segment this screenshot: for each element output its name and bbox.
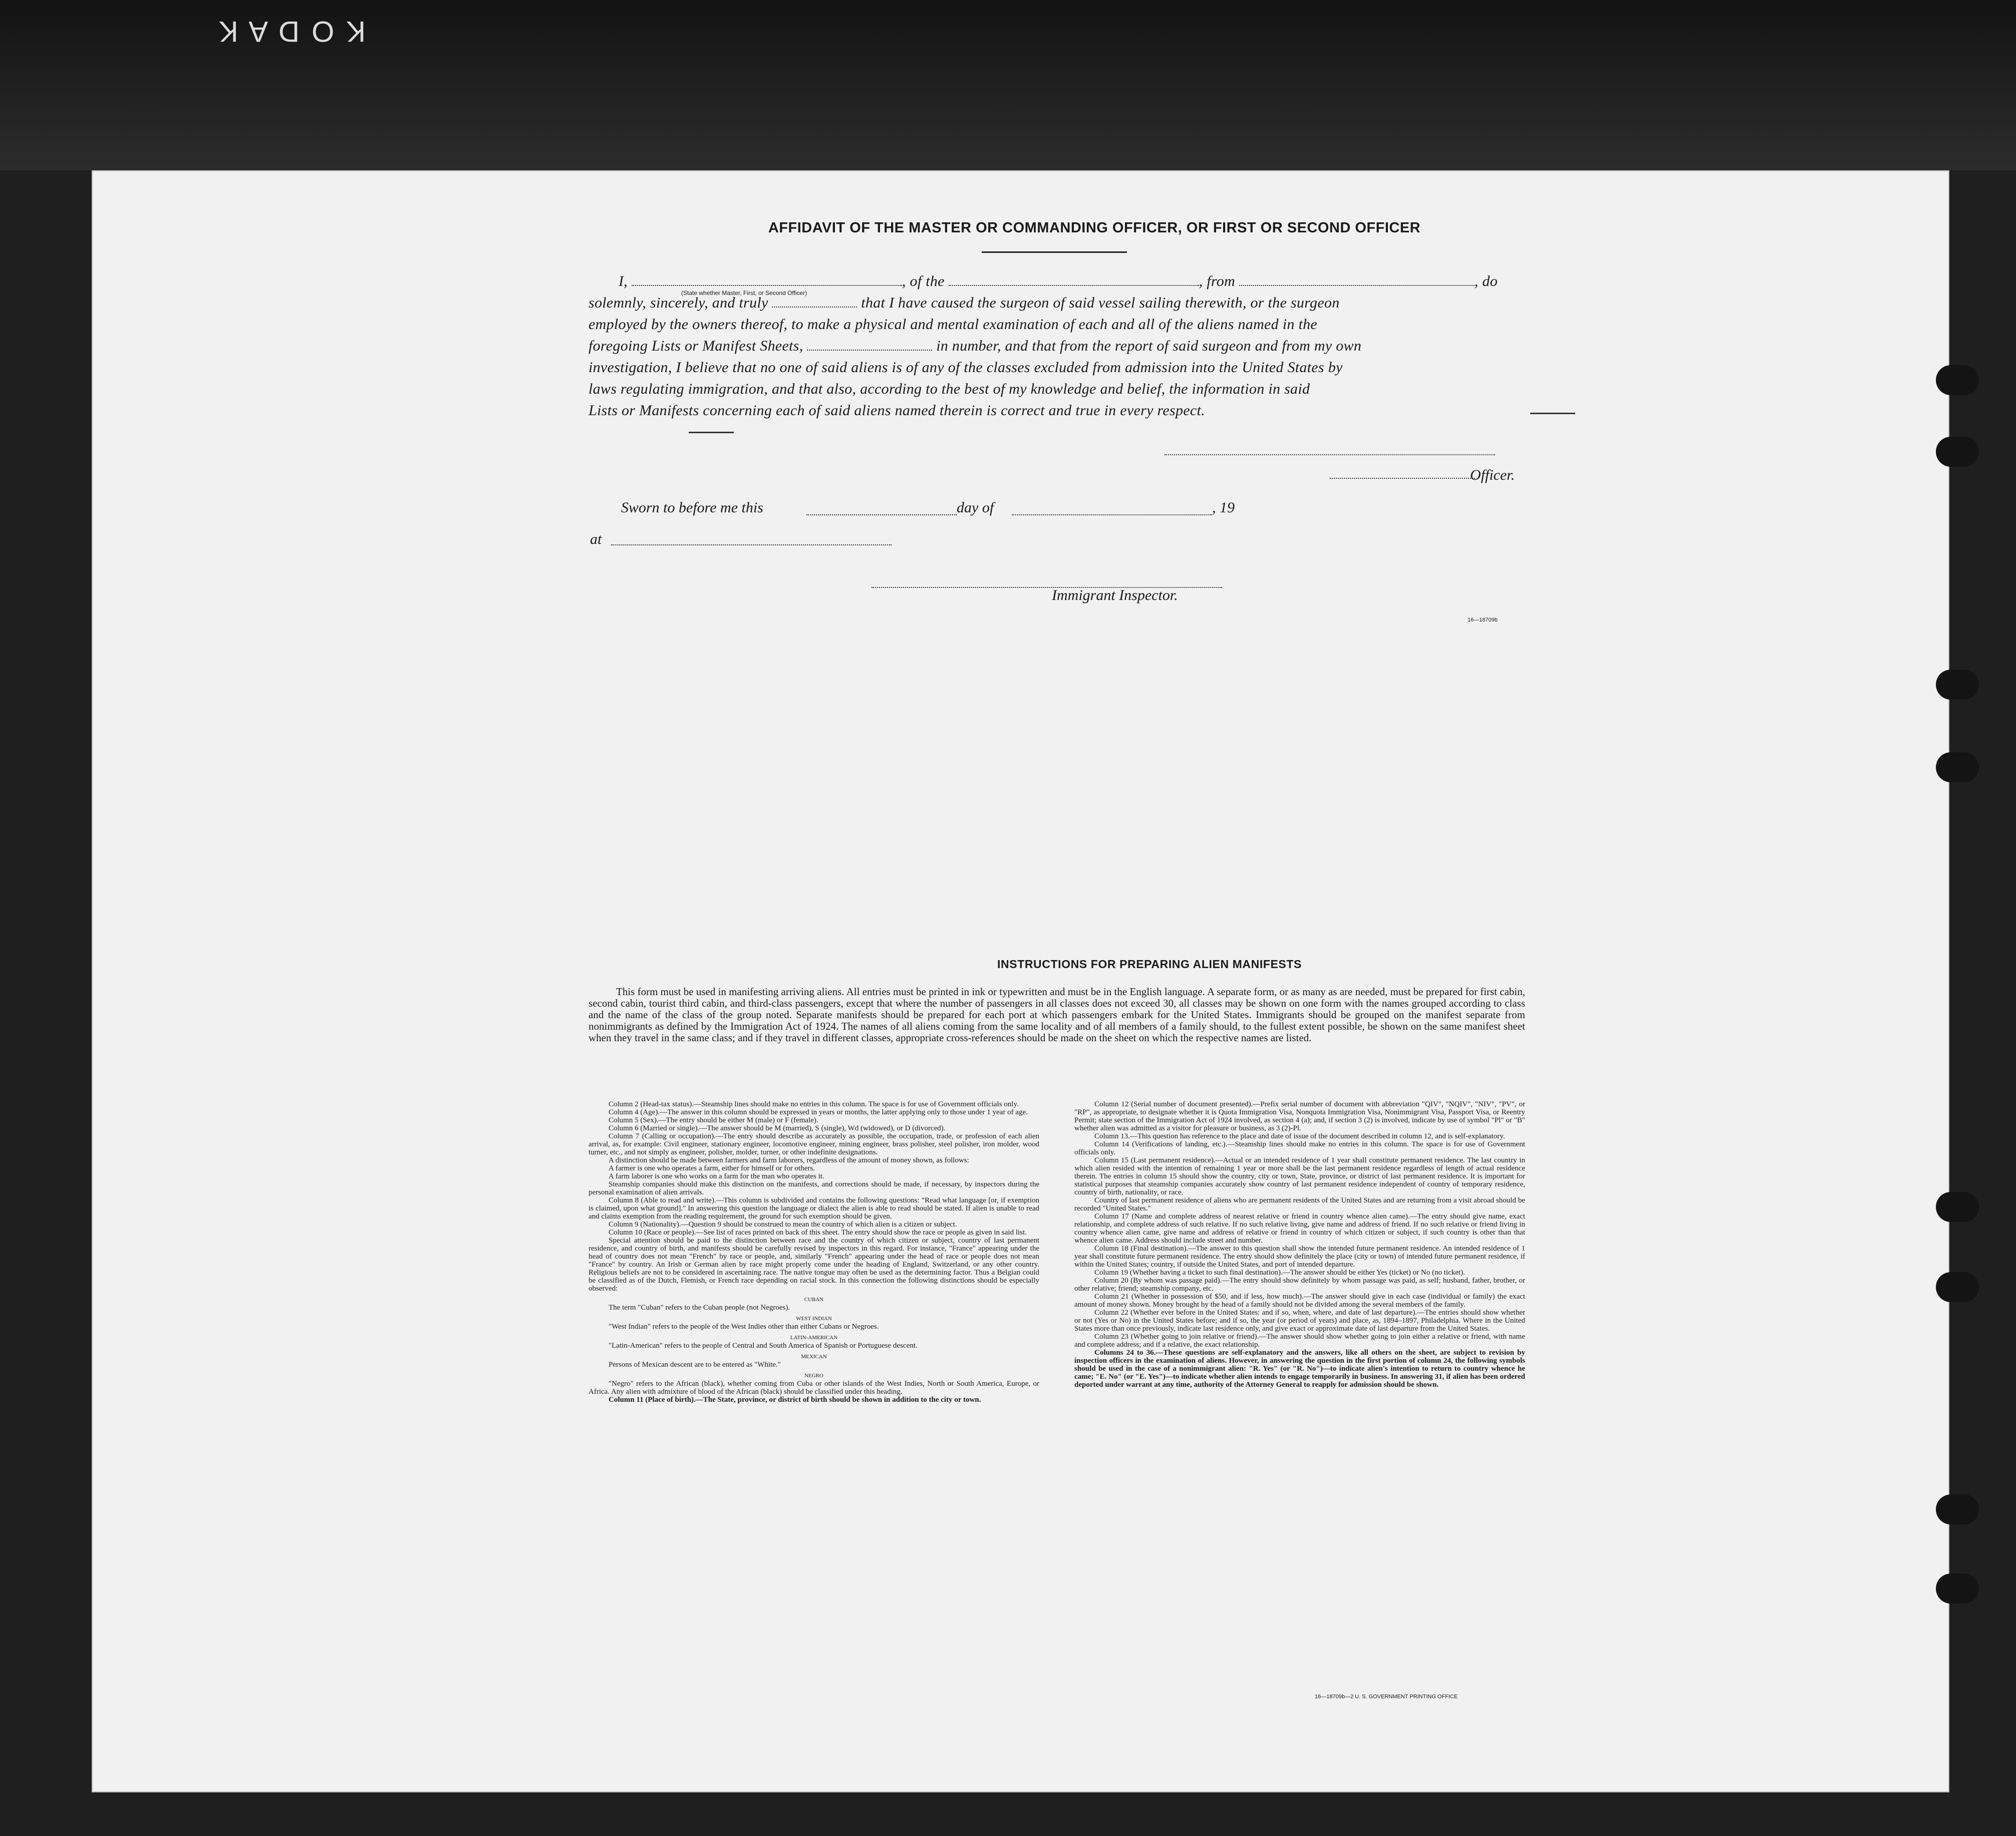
affidavit-word: , of the [902,273,945,289]
punch-hole [1936,1574,1979,1604]
instruction-paragraph: A farmer is one who operates a farm, either for himself or for others. [609,1164,815,1172]
instruction-paragraph: Column 18 (Final destination).—The answer to this question shall show the intended future permanent residence. An intended residence of 1 year shall constitute future permanent residence. The entry should show definitely the place (city or town) of intended future permanent residence, if within the United States; country, if outside the United States, and port of intended departure. [1074,1245,1525,1269]
officer-rank-blank[interactable] [632,275,902,286]
punch-hole [1936,670,1979,700]
race-definition: "Latin-American" refers to the people of Central and South America of Spanish or Portuguese descent. [609,1342,918,1350]
printing-office-footer: 16—18709b—2 U. S. GOVERNMENT PRINTING OFFICE [1315,1694,1458,1700]
affidavit-line: investigation, I believe that no one of said aliens is of any of the classes excluded from admission into the United States by [589,359,1343,376]
instruction-paragraph: Column 14 (Verifications of landing, etc.).—Steamship lines should make no entries in this column. The space is for use of Government officials only. [1074,1140,1525,1156]
affidavit-line: that I have caused the surgeon of said vessel sailing therewith, or the surgeon [861,294,1340,311]
race-definition: "Negro" refers to the African (black), whether coming from Cuba or other islands of the West Indies, North or South America, Europe, or Africa. Any alien with admixture of blood of the African (black) should be classified under this heading. [589,1380,1039,1396]
instruction-paragraph: Column 5 (Sex).—The entry should be either M (male) or F (female). [609,1116,818,1124]
affidavit-word: I, [619,273,628,289]
pen-mark [689,432,734,433]
at-label: at [590,531,602,547]
instruction-paragraph: Column 2 (Head-tax status).—Steamship lines should make no entries in this column. The space is for use of Government officials only. [609,1100,1019,1108]
instruction-paragraph: Column 12 (Serial number of document presented).—Prefix serial number of document with abbreviation "QIV", "NQIV", "NIV", "PV", or "RP", as appropriate, to designate whether it is Quota Immigration Visa, Nonquota Immigration Visa, Nonimmigrant Visa, Passport Visa, or Reentry Permit; state section of the Immigration Act of 1924 involved, as section 4 (a); and, if section 3 (2) is involved, indicate by use of symbol "Pl" or "B" whether alien was admitted as a visitor for pleasure or business, as 3 (2)-Pl. [1074,1100,1525,1132]
race-definition: "West Indian" refers to the people of the West Indies other than either Cubans or Negroes. [609,1323,879,1331]
race-definition: Persons of Mexican descent are to be entered as "White." [609,1361,781,1369]
instruction-paragraph: Column 22 (Whether ever before in the United States: and if so, when, where, and date of last departure).—The entries should show whether or not (Yes or No) in the United States before; and if so, the year (or period of years) and place, as, 1894–1897, Philadelphia. Where in the United States more than once previously, indicate last residence only, and give exact or approximate date of last departure from the United States. [1074,1309,1525,1333]
instruction-paragraph: Special attention should be paid to the distinction between race and the country of which citizen or subject, country of last permanent residence, and country of birth, and manifests should be carefully revised by inspectors in this regard. For instance, "France" appearing under the head of country does not mean "French" by race or people, and, similarly "French" appearing under the head of race or people does not mean "France" by country. An Irish or German alien by race might properly come under the heading of England, Switzerland, or any other country. Religious beliefs are not to be considered in ascertaining race. The native tongue may often be used as the determining factor. Thus a Belgian could be classified as of the Dutch, Flemish, or French race depending on racial stock. In this connection the following distinctions should be especially observed: [589,1237,1039,1293]
instruction-paragraph: Column 10 (Race or people).—See list of races printed on back of this sheet. The entry should show the race or people as given in said list. [609,1229,1027,1237]
instructions-title: INSTRUCTIONS FOR PREPARING ALIEN MANIFESTS [997,958,1302,971]
sworn-year: , 19 [1212,499,1235,516]
instruction-paragraph: Column 23 (Whether going to join relative or friend).—The answer should show whether going to join either a relative or friend, with name and complete address; and if a relative, the exact relationship. [1074,1333,1525,1349]
signature-line[interactable] [1165,454,1495,455]
instruction-paragraph: Column 15 (Last permanent residence).—Actual or an intended residence of 1 year shall constitute permanent residence. The last country in which alien resided with the intention of remaining 1 year or more shall be the last permanent residence regardless of length of actual residence therein. The entries in column 15 should show the country, city or town, State, province, or district of last permanent residence. It is important for statistical purposes that steamship companies accurately show country of last permanent residence independent of country of temporary residence, country of birth, nationality, or race. [1074,1156,1525,1196]
race-heading: WEST INDIAN [796,1316,832,1322]
instruction-paragraph: Column 21 (Whether in possession of $50, and if less, how much).—The answer should give in each case (individual or family) the exact amount of money shown. Money brought by the head of a family should not be divided among the several members of the family. [1074,1293,1525,1309]
instruction-paragraph: Column 7 (Calling or occupation).—The entry should describe as accurately as possible, the occupation, trade, or profession of each alien arrival, as, for example: Civil engineer, stationary engineer, locomotive engineer, mining engineer, brass polisher, steel polisher, iron molder, wood turner, etc., and not simply as engineer, polisher, molder, turner, or other indefinite designations. [589,1132,1039,1156]
pen-mark [1530,413,1575,414]
race-heading: CUBAN [804,1297,824,1303]
instruction-paragraph: Column 17 (Name and complete address of nearest relative or friend in country whence alien came).—The entry should give name, exact relationship, and complete address of such relative. If no such relative living, give name and address of friend. If no such relative or friend living in country whence alien came, give name and address of relative or friend in country of which citizen or subject, if such country is other than that whence alien came. Address should include street and number. [1074,1212,1525,1245]
race-heading: MEXICAN [801,1354,827,1360]
inspector-label: Immigrant Inspector. [1052,587,1178,603]
instructions-left-column [589,1100,1039,1404]
affidavit-line: solemnly, sincerely, and truly [589,294,768,311]
instruction-paragraph: A farm laborer is one who works on a farm for the man who operates it. [609,1172,824,1180]
manifest-count-blank[interactable] [807,340,932,351]
punch-hole [1936,437,1979,467]
affidavit-line: foregoing Lists or Manifest Sheets, [589,338,803,354]
instruction-paragraph: Column 20 (By whom was passage paid).—The entry should show definitely by whom passage was paid, as self; husband, father, brother, or other relative; friend; steamship company, etc. [1074,1277,1525,1293]
port-from-blank[interactable] [1239,275,1475,286]
punch-hole [1936,752,1979,782]
affidavit-line: employed by the owners thereof, to make a physical and mental examination of each and all of the aliens named in the [589,316,1318,333]
form-number: 16—18709b [1468,617,1498,623]
sworn-place-blank[interactable] [611,544,892,545]
instruction-paragraph: A distinction should be made between farmers and farm laborers, regardless of the amount of money shown, as follows: [609,1156,969,1164]
affidavit-line: Lists or Manifests concerning each of said aliens named therein is correct and true in every respect. [589,402,1205,419]
affidavit-word: , do [1474,273,1498,289]
title-rule [982,251,1127,253]
instruction-paragraph: Column 13.—This question has reference to the place and date of issue of the document described in column 12, and is self-explanatory. [1094,1132,1505,1140]
instruction-paragraph: Column 4 (Age).—The answer in this column should be expressed in years or months, the latter applying only to those under 1 year of age. [609,1108,1028,1116]
punch-hole [1936,1494,1979,1524]
punch-hole [1936,1272,1979,1302]
instruction-paragraph: Column 9 (Nationality).—Question 9 should be construed to mean the country of which alien is a citizen or subject. [609,1220,957,1229]
race-definition: The term "Cuban" refers to the Cuban people (not Negroes). [609,1304,790,1312]
affidavit-line: laws regulating immigration, and that also, according to the best of my knowledge and belief, the information in said [589,381,1310,397]
instruction-paragraph: Steamship companies should make this distinction on the manifests, and corrections should be made, if necessary, by inspectors during the personal examination of alien arrivals. [589,1180,1039,1196]
affidavit-word: , from [1199,273,1235,289]
sworn-label: Sworn to before me this [621,499,763,516]
instruction-paragraph: Columns 24 to 36.—These questions are self-explanatory and the answers, like all others on the sheet, are subject to revision by inspection officers in the examination of aliens. However, in answering the question in the first portion of column 24, the following symbols should be used in the case of a nonimmigrant alien: "R. Yes" (or "R. No")—to indicate alien's intention to return to country whence he came; "E. No" (or "E. Yes")—to indicate whether alien intends to engage temporarily in business. In answering 31, if alien has been ordered deported under warrant at any time, authority of the Attorney General to reapply for admission should be shown. [1074,1349,1525,1389]
affidavit-title: AFFIDAVIT OF THE MASTER OR COMMANDING OFFICER, OR FIRST OR SECOND OFFICER [768,220,1421,236]
punch-hole [1936,1192,1979,1222]
sworn-day-of: day of [957,499,994,516]
affidavit-line: in number, and that from the report of said surgeon and from my own [936,338,1362,354]
officer-signature-line[interactable] [1330,478,1475,479]
instruction-paragraph: Country of last permanent residence of aliens who are permanent residents of the United States and are returning from a visit abroad should be recorded "United States." [1074,1196,1525,1212]
instruction-paragraph: Column 6 (Married or single).—The answer should be M (married), S (single), Wd (widowed), or D (divorced). [609,1124,946,1132]
manifest-back-page [93,171,1948,1791]
vessel-name-blank[interactable] [949,275,1199,286]
instruction-paragraph: Column 19 (Whether having a ticket to such final destination).—The answer should be either Yes (ticket) or No (no ticket). [1094,1269,1465,1277]
blank [772,296,857,308]
officer-label: Officer. [1470,467,1515,483]
sworn-month-blank[interactable] [1012,514,1212,515]
race-heading: NEGRO [804,1373,823,1379]
film-edge [0,0,2016,170]
sworn-day-blank[interactable] [806,514,957,515]
instruction-paragraph: Column 8 (Able to read and write).—This column is subdivided and contains the following questions: "Read what language [or, if exemption is claimed, upon what ground]." In answering this question the language or dialect the alien is able to read should be stated. If alien is unable to read and claims exemption from the reading requirement, the ground for such exemption should be given. [589,1196,1039,1220]
instructions-intro: This form must be used in manifesting arriving aliens. All entries must be printed in ink or typewritten and must be in the English language. A separate form, or as many as are needed, must be prepared for first cabin, second cabin, tourist third cabin, and third-class passengers, except that where the number of passengers in all classes does not exceed 30, all classes may be shown on one form with the names grouped according to class and the name of the class of the group noted. Separate manifests should be prepared for each port at which passengers embark for the United States. Immigrants should be grouped on the manifest separate from nonimmigrants as defined by the Immigration Act of 1924. The names of all aliens coming from the same locality and of all members of a family should, to the fullest extent possible, be shown on the same manifest sheet when they travel in the same class; and if they travel in different classes, appropriate cross-references should be made on the sheet on which the respective names are listed. [589,986,1525,1044]
instructions-right-column [1074,1100,1525,1389]
film-edge-label: K O D A K [216,15,366,48]
punch-hole [1936,365,1979,395]
officer-rank-note: (State whether Master, First, or Second Officer) [681,289,807,296]
race-heading: LATIN-AMERICAN [790,1335,838,1341]
instruction-paragraph: Column 11 (Place of birth).—The State, province, or district of birth should be shown in addition to the city or town. [609,1396,981,1404]
